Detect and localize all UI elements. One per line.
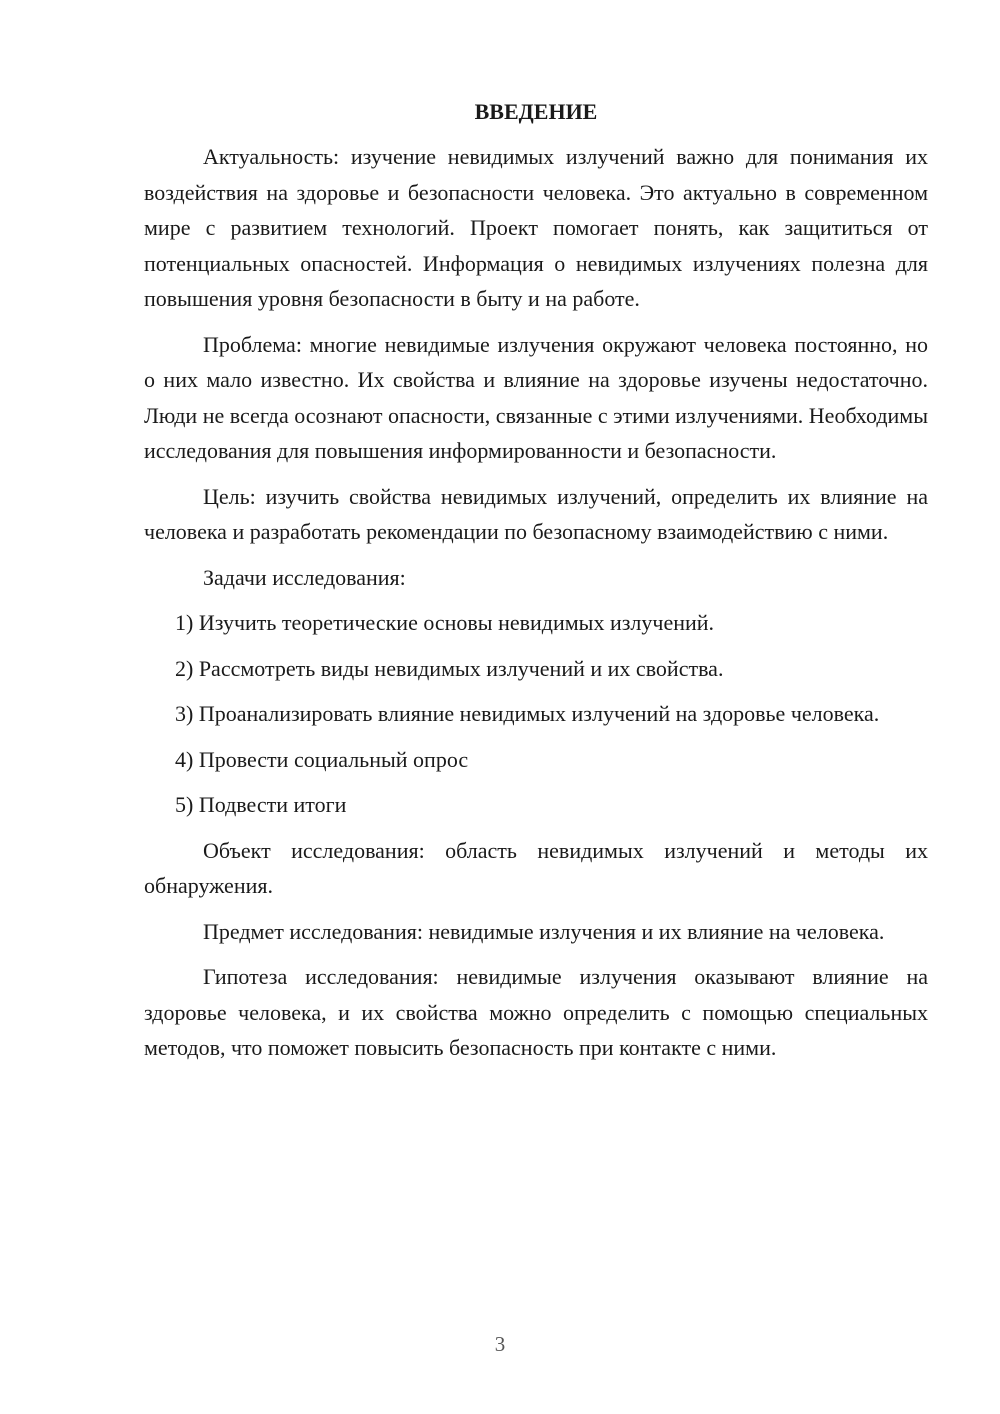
paragraph-subject: Предмет исследования: невидимые излучения и их влияние на человека. xyxy=(203,918,885,944)
paragraph-relevance: Актуальность: изучение невидимых излучений важно для понимания их воздействия на здоровье и безопасности человека. Это актуально в современном мире с развитием технологий. Проект помогает понять, как защититься от потенциальных опасностей. Информация о невидимых излучениях полезна для повышения уровня безопасности в быту и на работе. xyxy=(144,144,928,311)
tasks-heading: Задачи исследования: xyxy=(203,564,406,590)
document-page xyxy=(144,94,928,1076)
page-number: 3 xyxy=(494,1332,506,1356)
list-item: 4) Провести социальный опрос xyxy=(175,746,469,772)
list-item: 3) Проанализировать влияние невидимых излучений на здоровье человека. xyxy=(175,701,880,726)
paragraph-hypothesis: Гипотеза исследования: невидимые излучения оказывают влияние на здоровье человека, и их свойства можно определить с помощью специальных методов, что поможет повысить безопасность при контакте с ними. xyxy=(144,964,928,1060)
paragraph-problem: Проблема: многие невидимые излучения окружают человека постоянно, но о них мало известно. Их свойства и влияние на здоровье изучены недостаточно. Люди не всегда осознают опасности, связанные с этими излучениями. Необходимы исследования для повышения информированности и безопасности. xyxy=(144,331,928,463)
paragraph-object: Объект исследования: область невидимых излучений и методы их обнаружения. xyxy=(144,837,928,898)
section-title: ВВЕДЕНИЕ xyxy=(474,99,598,124)
list-item: 5) Подвести итоги xyxy=(175,792,347,817)
tasks-list xyxy=(144,605,928,823)
list-item: 2) Рассмотреть виды невидимых излучений и их свойства. xyxy=(175,655,724,681)
list-item: 1) Изучить теоретические основы невидимых излучений. xyxy=(175,610,715,635)
paragraph-goal: Цель: изучить свойства невидимых излучений, определить их влияние на человека и разработать рекомендации по безопасному взаимодействию с ними. xyxy=(144,483,928,544)
